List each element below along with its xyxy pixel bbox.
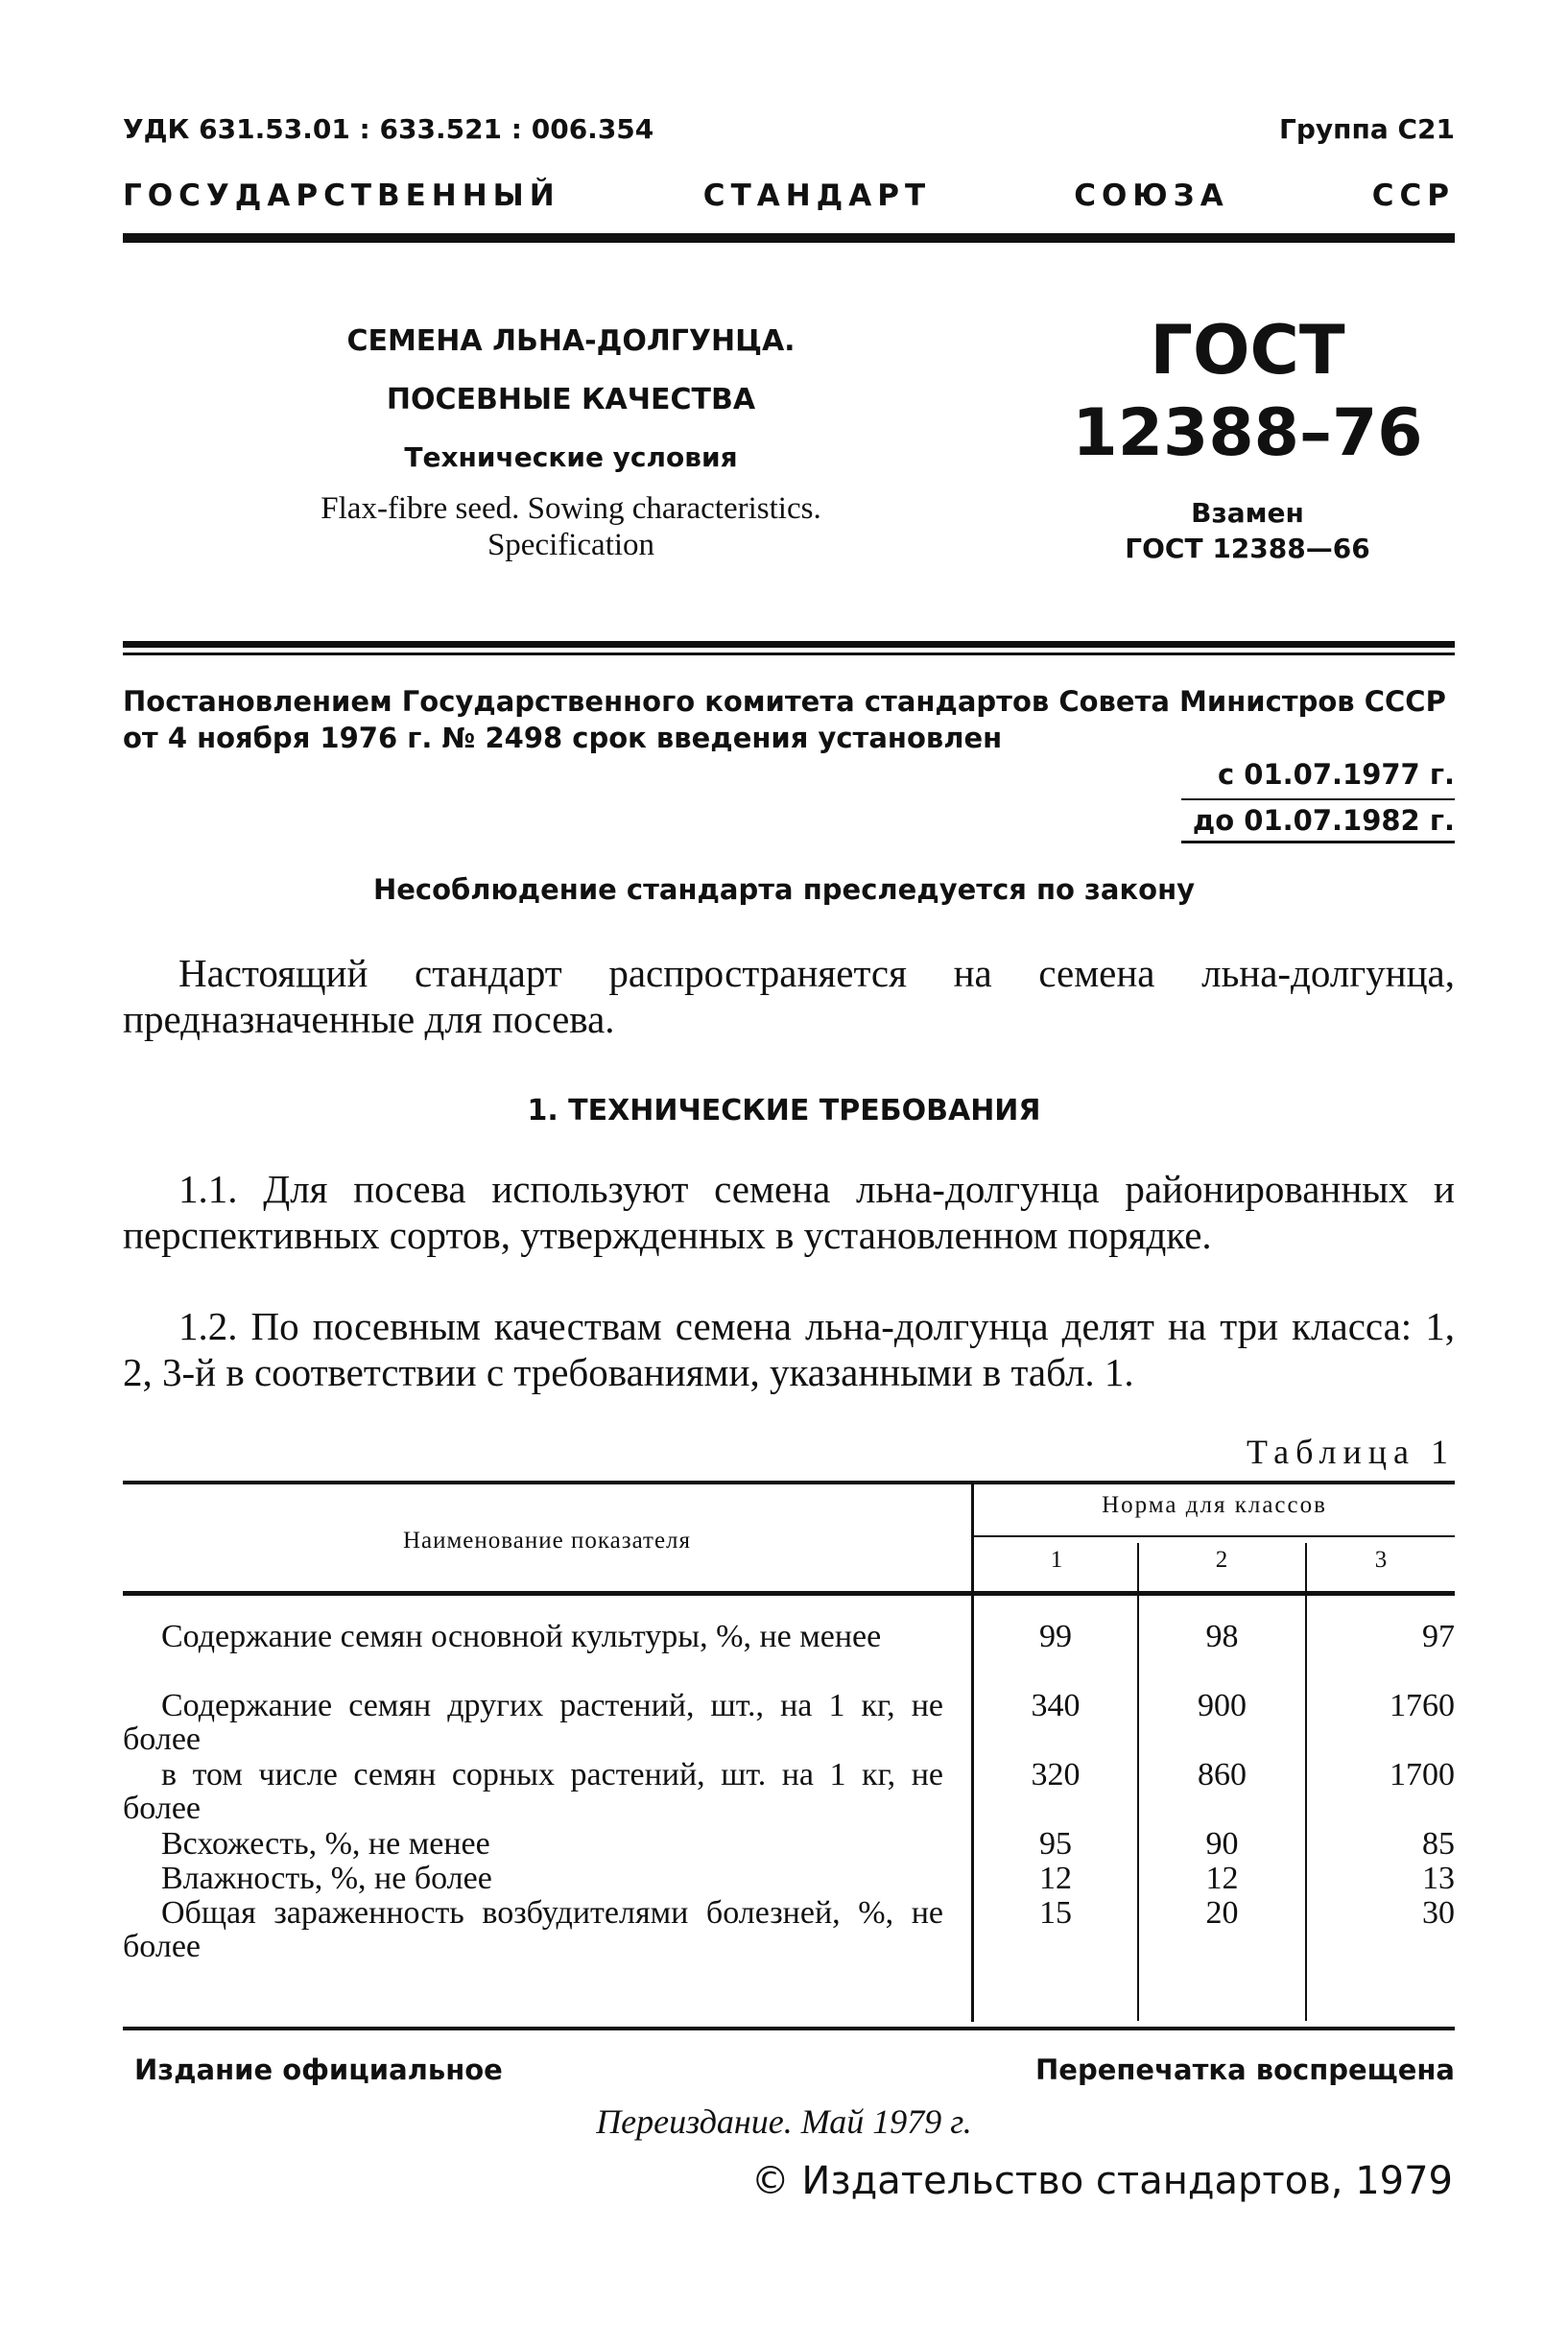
section-title: 1. ТЕХНИЧЕСКИЕ ТРЕБОВАНИЯ bbox=[527, 1094, 1041, 1127]
title-rule bbox=[123, 641, 1455, 648]
reprint-ban-label: Перепечатка воспрещена bbox=[1035, 2053, 1455, 2086]
penalty-notice: Несоблюдение стандарта преследуется по закону bbox=[372, 873, 1196, 906]
title-line-3: Технические условия bbox=[404, 441, 738, 473]
table-cell-class-2: 90 bbox=[1205, 1826, 1239, 1862]
table-cell-class-3: 1760 bbox=[1390, 1688, 1455, 1723]
gost-block bbox=[1046, 313, 1449, 564]
table-row-name bbox=[123, 1862, 943, 1895]
table-row-name-text: Содержание семян основной культуры, %, не менее bbox=[161, 1619, 882, 1654]
table-bottom-rule bbox=[123, 2027, 1455, 2030]
table-row-name bbox=[123, 1689, 943, 1756]
table-cell-class-1: 15 bbox=[1039, 1895, 1072, 1931]
effective-date-to: до 01.07.1982 г. bbox=[1181, 798, 1455, 843]
group-code: Группа С21 bbox=[1279, 113, 1455, 145]
table-cell-class-2: 20 bbox=[1205, 1895, 1239, 1931]
gost-word: ГОСТ bbox=[1150, 311, 1345, 390]
table-cell-class-3: 30 bbox=[1422, 1895, 1455, 1931]
table-row-name bbox=[123, 1896, 943, 1963]
table-cell-class-1: 99 bbox=[1039, 1619, 1072, 1654]
paragraph-1-2-text: 1.2. По посевным качествам семена льна-долгунца делят на три класса: 1, 2, 3-й в соответствии с требованиями, указанными в табл. 1. bbox=[123, 1304, 1455, 1394]
resolution-text: Постановлением Государственного комитета стандартов Совета Министров СССР от 4 ноября 1976 г. № 2498 срок введения установлен bbox=[123, 685, 1446, 754]
table-cell-class-1: 12 bbox=[1039, 1861, 1072, 1896]
reissue-note: Переиздание. Май 1979 г. bbox=[596, 2102, 972, 2141]
table-cell-class-3: 97 bbox=[1422, 1619, 1455, 1654]
paragraph-1-1 bbox=[123, 1166, 1455, 1258]
table-row-name bbox=[123, 1827, 943, 1861]
standard-union-heading: ГОСУДАРСТВЕННЫЙ СТАНДАРТ СОЮЗА ССР bbox=[123, 178, 1455, 213]
table-row-name-text: в том числе семян сорных растений, шт. на 1 кг, не более bbox=[123, 1757, 943, 1826]
replace-label: Взамен bbox=[1191, 497, 1304, 529]
replaced-standard: ГОСТ 12388—66 bbox=[1125, 533, 1370, 564]
table-row-name-text: Содержание семян других растений, шт., на 1 кг, не более bbox=[123, 1688, 943, 1757]
table-cell-class-3: 85 bbox=[1422, 1826, 1455, 1862]
paragraph-1-1-text: 1.1. Для посева используют семена льна-долгунца районированных и перспективных сортов, утвержденных в установленном порядке. bbox=[123, 1167, 1455, 1257]
table-caption: Таблица 1 bbox=[1247, 1433, 1455, 1471]
table-row-name bbox=[123, 1758, 943, 1825]
copyright-notice: © Издательство стандартов, 1979 bbox=[750, 2159, 1453, 2203]
table-row-name-text: Всхожесть, %, не менее bbox=[161, 1826, 490, 1862]
table-row-name bbox=[123, 1620, 943, 1653]
title-english-2: Specification bbox=[487, 528, 655, 562]
table-row-name-text: Влажность, %, не более bbox=[161, 1861, 492, 1896]
table-cell-class-3: 1700 bbox=[1390, 1757, 1455, 1792]
table-header-rule bbox=[123, 1591, 1455, 1596]
table-header-name: Наименование показателя bbox=[402, 1528, 692, 1554]
table-cell-class-1: 340 bbox=[1031, 1688, 1081, 1723]
table-row-name-text: Общая зараженность возбудителями болезней, %, не более bbox=[123, 1895, 943, 1964]
udk-code: УДК 631.53.01 : 633.521 : 006.354 bbox=[123, 113, 654, 145]
title-block bbox=[240, 324, 902, 563]
title-rule-thin bbox=[123, 653, 1455, 655]
table-top-rule bbox=[123, 1481, 1455, 1484]
table-header-norm: Норма для классов bbox=[1102, 1492, 1327, 1518]
title-line-1: СЕМЕНА ЛЬНА-ДОЛГУНЦА. bbox=[346, 324, 796, 358]
table-cell-class-2: 12 bbox=[1205, 1861, 1239, 1896]
gost-number: 12388–76 bbox=[1072, 395, 1423, 471]
title-line-2: ПОСЕВНЫЕ КАЧЕСТВА bbox=[386, 383, 756, 416]
table-cell-class-2: 98 bbox=[1205, 1619, 1239, 1654]
table-cell-class-2: 860 bbox=[1198, 1757, 1247, 1792]
table-header-class-3: 3 bbox=[1374, 1547, 1388, 1573]
table-cell-class-2: 900 bbox=[1198, 1688, 1247, 1723]
table-cell-class-1: 95 bbox=[1039, 1826, 1072, 1862]
table-cell-class-3: 13 bbox=[1422, 1861, 1455, 1896]
effective-date-from: с 01.07.1977 г. bbox=[1217, 758, 1455, 791]
edition-label: Издание официальное bbox=[134, 2053, 503, 2086]
intro-text: Настоящий стандарт распространяется на семена льна-долгунца, предназначенные для посева. bbox=[123, 951, 1455, 1041]
header-rule bbox=[123, 233, 1455, 243]
table-cell-class-1: 320 bbox=[1031, 1757, 1081, 1792]
table-norm-rule bbox=[974, 1535, 1455, 1537]
paragraph-1-2 bbox=[123, 1303, 1455, 1395]
table-header-class-1: 1 bbox=[1050, 1547, 1063, 1573]
table-header-class-2: 2 bbox=[1215, 1547, 1228, 1573]
intro-paragraph bbox=[123, 950, 1455, 1042]
title-english-1: Flax-fibre seed. Sowing characteristics. bbox=[321, 491, 821, 526]
